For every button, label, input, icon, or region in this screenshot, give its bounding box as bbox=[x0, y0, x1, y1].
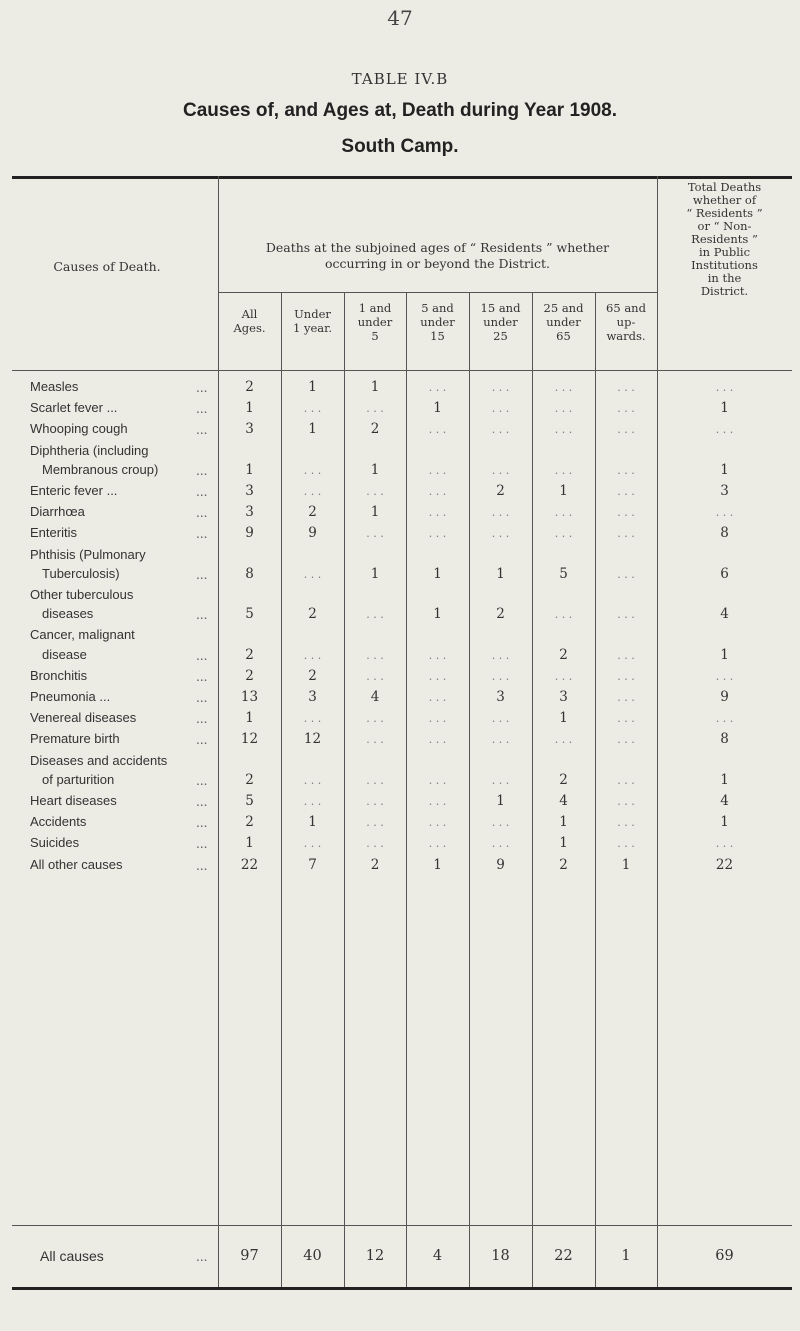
table-cell: 5 bbox=[245, 606, 254, 623]
cause-label: Diseases and accidents bbox=[30, 752, 168, 768]
empty-cell-dots: . . . bbox=[491, 648, 510, 662]
empty-cell-dots: . . . bbox=[303, 795, 322, 808]
table-cell: 9 bbox=[496, 856, 505, 873]
age-group-header: Deaths at the subjoined ages of “ Residents ” whether bbox=[265, 240, 610, 255]
empty-cell-dots: . . . bbox=[491, 712, 510, 726]
age-column-header: 5 bbox=[371, 329, 379, 343]
empty-cell-dots: . . . bbox=[491, 506, 510, 520]
col-divider bbox=[281, 292, 282, 1287]
empty-cell-dots: . . . bbox=[366, 816, 384, 830]
total-deaths-header: in the bbox=[707, 271, 742, 285]
cause-label: diseases bbox=[42, 606, 94, 622]
table-cell: 1 bbox=[245, 400, 254, 417]
table-cell: 13 bbox=[240, 689, 259, 705]
empty-cell-dots: . . . bbox=[428, 669, 447, 683]
dot-leader: ... bbox=[196, 669, 208, 684]
cause-label: Enteric fever ... bbox=[30, 483, 118, 498]
empty-cell-dots: . . . bbox=[303, 485, 322, 498]
age-column-header: Under bbox=[294, 307, 331, 321]
table-cell: 8 bbox=[720, 731, 729, 748]
table-bottom-rule bbox=[12, 1287, 792, 1290]
empty-cell-dots: . . . bbox=[554, 463, 573, 477]
dot-leader: ... bbox=[196, 567, 208, 582]
table-cell: 1 bbox=[559, 814, 568, 831]
table-cell: 1 bbox=[559, 835, 568, 852]
table-cell: 4 bbox=[370, 689, 380, 705]
total-deaths-header: District. bbox=[700, 284, 749, 298]
empty-cell-dots: . . . bbox=[366, 669, 384, 683]
empty-cell-dots: . . . bbox=[617, 773, 635, 787]
cause-label: Diphtheria (including bbox=[30, 442, 149, 458]
empty-cell-dots: . . . bbox=[428, 423, 447, 437]
cause-label: disease bbox=[42, 646, 87, 662]
empty-cell-dots: . . . bbox=[617, 608, 635, 622]
empty-cell-dots: . . . bbox=[617, 463, 635, 477]
total-cell: 4 bbox=[432, 1248, 443, 1264]
table-cell: 1 bbox=[370, 461, 380, 478]
col-divider bbox=[595, 292, 596, 1287]
total-deaths-header: “ Residents ” bbox=[686, 206, 763, 220]
empty-cell-dots: . . . bbox=[428, 463, 447, 477]
table-cell: 22 bbox=[715, 856, 734, 873]
dot-leader: ... bbox=[196, 837, 208, 852]
dot-leader: ... bbox=[196, 527, 208, 542]
total-cell: 18 bbox=[491, 1248, 510, 1264]
total-deaths-header: or “ Non- bbox=[697, 219, 752, 233]
table-cell: 1 bbox=[433, 565, 442, 582]
table-cell: 2 bbox=[559, 856, 568, 873]
dot-leader: ... bbox=[196, 1250, 208, 1264]
total-cell: 22 bbox=[554, 1248, 573, 1264]
table-cell: 2 bbox=[245, 646, 254, 663]
table-cell: 3 bbox=[559, 689, 568, 705]
table-cell: 1 bbox=[621, 856, 631, 873]
table-cell: 1 bbox=[496, 793, 505, 809]
total-deaths-header: in Public bbox=[698, 245, 751, 259]
empty-cell-dots: . . . bbox=[715, 837, 734, 851]
empty-cell-dots: . . . bbox=[303, 567, 322, 581]
table-cell: 1 bbox=[496, 565, 505, 582]
total-deaths-header: Institutions bbox=[691, 258, 758, 272]
table-cell: 3 bbox=[245, 483, 254, 499]
table-cell: 2 bbox=[308, 606, 317, 623]
age-group-subline bbox=[218, 292, 657, 293]
table-cell: 1 bbox=[433, 606, 442, 623]
empty-cell-dots: . . . bbox=[617, 795, 635, 808]
dot-leader: ... bbox=[196, 712, 208, 727]
table-cell: 1 bbox=[720, 461, 729, 478]
cause-label: Diarrhœa bbox=[30, 504, 85, 520]
empty-cell-dots: . . . bbox=[303, 773, 322, 787]
empty-cell-dots: . . . bbox=[715, 506, 734, 520]
empty-cell-dots: . . . bbox=[617, 816, 635, 830]
age-column-header: 1 and bbox=[358, 301, 392, 315]
table-cell: 1 bbox=[245, 835, 254, 852]
table-cell: 1 bbox=[245, 461, 254, 478]
empty-cell-dots: . . . bbox=[428, 506, 447, 520]
empty-cell-dots: . . . bbox=[428, 527, 447, 541]
empty-cell-dots: . . . bbox=[617, 648, 635, 662]
col-divider bbox=[469, 292, 470, 1287]
empty-cell-dots: . . . bbox=[428, 381, 447, 394]
age-column-header: 15 and bbox=[480, 301, 521, 315]
empty-cell-dots: . . . bbox=[491, 837, 510, 851]
table-label: TABLE IV.B bbox=[351, 70, 449, 88]
empty-cell-dots: . . . bbox=[366, 712, 384, 726]
dot-leader: ... bbox=[196, 402, 208, 417]
empty-cell-dots: . . . bbox=[303, 648, 322, 662]
age-column-header: Ages. bbox=[233, 321, 266, 335]
empty-cell-dots: . . . bbox=[491, 527, 510, 541]
table-cell: 2 bbox=[245, 814, 254, 831]
dot-leader: ... bbox=[196, 816, 208, 831]
table-cell: 2 bbox=[559, 646, 568, 663]
cause-label: Scarlet fever ... bbox=[30, 400, 118, 416]
col-divider bbox=[657, 292, 658, 1287]
total-deaths-header: whether of bbox=[692, 193, 757, 207]
table-cell: 1 bbox=[308, 421, 317, 438]
cause-label: Pneumonia ... bbox=[30, 689, 111, 704]
table-cell: 1 bbox=[559, 710, 568, 727]
cause-label: Heart diseases bbox=[30, 793, 117, 808]
table-cell: 3 bbox=[720, 483, 729, 499]
table-cell: 9 bbox=[720, 689, 729, 705]
table-cell: 2 bbox=[370, 856, 380, 873]
table-cell: 1 bbox=[245, 710, 254, 727]
table-cell: 2 bbox=[496, 483, 505, 499]
table-cell: 6 bbox=[720, 565, 729, 582]
empty-cell-dots: . . . bbox=[491, 463, 510, 477]
empty-cell-dots: . . . bbox=[366, 773, 384, 787]
empty-cell-dots: . . . bbox=[554, 527, 573, 541]
table-cell: 8 bbox=[245, 565, 254, 582]
table-cell: 2 bbox=[308, 667, 317, 684]
empty-cell-dots: . . . bbox=[366, 608, 384, 622]
age-column-header: 65 bbox=[556, 329, 571, 343]
table-cell: 22 bbox=[240, 856, 259, 873]
empty-cell-dots: . . . bbox=[554, 423, 573, 437]
total-cell: 69 bbox=[715, 1248, 734, 1264]
table-cell: 1 bbox=[370, 504, 380, 521]
dot-leader: ... bbox=[196, 773, 208, 788]
cause-label: Whooping cough bbox=[30, 421, 128, 437]
dot-leader: ... bbox=[196, 691, 208, 705]
dot-leader: ... bbox=[196, 648, 208, 663]
dot-leader: ... bbox=[196, 733, 208, 748]
page-title: Causes of, and Ages at, Death during Year 1908. bbox=[183, 100, 617, 121]
empty-cell-dots: . . . bbox=[428, 733, 447, 747]
empty-cell-dots: . . . bbox=[715, 669, 734, 683]
empty-cell-dots: . . . bbox=[428, 485, 447, 498]
table-cell: 7 bbox=[308, 856, 317, 873]
cause-label: Other tuberculous bbox=[30, 587, 134, 602]
dot-leader: ... bbox=[196, 506, 208, 521]
table-cell: 3 bbox=[308, 689, 317, 705]
header-bottom-line bbox=[12, 370, 792, 371]
table-cell: 8 bbox=[720, 525, 729, 542]
table-cell: 1 bbox=[720, 814, 729, 831]
empty-cell-dots: . . . bbox=[366, 485, 384, 498]
cause-label: Tuberculosis) bbox=[42, 565, 120, 581]
table-cell: 2 bbox=[245, 771, 254, 788]
empty-cell-dots: . . . bbox=[554, 381, 573, 394]
table-cell: 4 bbox=[720, 606, 729, 623]
cause-label: Phthisis (Pulmonary bbox=[30, 546, 146, 562]
empty-cell-dots: . . . bbox=[554, 608, 573, 622]
table-cell: 1 bbox=[720, 400, 729, 417]
empty-cell-dots: . . . bbox=[428, 837, 447, 851]
total-cell: 12 bbox=[365, 1248, 385, 1264]
page-number: 47 bbox=[387, 6, 413, 30]
table-cell: 9 bbox=[308, 525, 317, 542]
table-cell: 12 bbox=[303, 731, 322, 748]
age-group-header: occurring in or beyond the District. bbox=[325, 256, 550, 271]
col-divider bbox=[532, 292, 533, 1287]
table-cell: 3 bbox=[245, 504, 254, 521]
empty-cell-dots: . . . bbox=[428, 691, 447, 704]
cause-label: Suicides bbox=[30, 835, 80, 851]
empty-cell-dots: . . . bbox=[617, 691, 635, 704]
dot-leader: ... bbox=[196, 485, 208, 499]
empty-cell-dots: . . . bbox=[428, 773, 447, 787]
age-column-header: 65 and bbox=[606, 301, 646, 315]
dot-leader: ... bbox=[196, 423, 208, 438]
table-cell: 4 bbox=[720, 793, 729, 809]
empty-cell-dots: . . . bbox=[303, 712, 322, 726]
cause-label: Enteritis bbox=[30, 525, 77, 541]
table-cell: 3 bbox=[496, 689, 505, 705]
table-cell: 3 bbox=[245, 421, 254, 438]
table-cell: 1 bbox=[720, 646, 729, 663]
page-subtitle: South Camp. bbox=[341, 136, 459, 157]
table-cell: 4 bbox=[559, 793, 568, 809]
age-column-header: All bbox=[241, 307, 258, 321]
table-cell: 9 bbox=[245, 525, 254, 542]
age-column-header: 15 bbox=[430, 329, 445, 343]
table-cell: 2 bbox=[370, 421, 380, 438]
empty-cell-dots: . . . bbox=[617, 837, 635, 851]
empty-cell-dots: . . . bbox=[428, 816, 447, 830]
empty-cell-dots: . . . bbox=[617, 527, 635, 541]
empty-cell-dots: . . . bbox=[428, 795, 447, 808]
empty-cell-dots: . . . bbox=[428, 712, 447, 726]
empty-cell-dots: . . . bbox=[617, 381, 635, 394]
empty-cell-dots: . . . bbox=[366, 648, 384, 662]
empty-cell-dots: . . . bbox=[554, 402, 573, 416]
empty-cell-dots: . . . bbox=[366, 402, 384, 416]
total-cell: 1 bbox=[621, 1248, 631, 1264]
empty-cell-dots: . . . bbox=[366, 837, 384, 851]
table-cell: 2 bbox=[245, 379, 254, 395]
table-cell: 5 bbox=[245, 793, 254, 809]
cause-label: Measles bbox=[30, 379, 79, 394]
table-cell: 1 bbox=[433, 856, 442, 873]
table-cell: 1 bbox=[559, 483, 568, 499]
age-column-header: up- bbox=[616, 315, 636, 329]
empty-cell-dots: . . . bbox=[617, 506, 635, 520]
table-cell: 1 bbox=[370, 379, 380, 395]
empty-cell-dots: . . . bbox=[617, 567, 635, 581]
empty-cell-dots: . . . bbox=[491, 402, 510, 416]
age-column-header: 5 and bbox=[421, 301, 454, 315]
total-deaths-header: Total Deaths bbox=[687, 180, 762, 194]
age-column-header: under bbox=[420, 315, 455, 329]
age-column-header: 25 bbox=[493, 329, 508, 343]
dot-leader: ... bbox=[196, 381, 208, 395]
table-top-rule bbox=[12, 176, 792, 179]
dot-leader: ... bbox=[196, 608, 208, 623]
table-cell: 1 bbox=[720, 771, 729, 788]
cause-label: of parturition bbox=[42, 771, 115, 787]
empty-cell-dots: . . . bbox=[617, 733, 635, 747]
empty-cell-dots: . . . bbox=[554, 669, 573, 683]
empty-cell-dots: . . . bbox=[303, 402, 322, 416]
empty-cell-dots: . . . bbox=[715, 381, 734, 394]
table-cell: 2 bbox=[308, 504, 317, 521]
empty-cell-dots: . . . bbox=[491, 773, 510, 787]
age-column-header: under bbox=[483, 315, 518, 329]
table-cell: 1 bbox=[370, 565, 380, 582]
col-divider bbox=[406, 292, 407, 1287]
age-column-header: 25 and bbox=[543, 301, 584, 315]
table-cell: 2 bbox=[245, 667, 254, 684]
empty-cell-dots: . . . bbox=[303, 837, 322, 851]
empty-cell-dots: . . . bbox=[554, 506, 573, 520]
table-cell: 2 bbox=[559, 771, 568, 788]
cause-label: Bronchitis bbox=[30, 667, 88, 683]
total-cell: 40 bbox=[303, 1248, 322, 1264]
total-row-line bbox=[12, 1225, 792, 1226]
table-cell: 1 bbox=[308, 379, 317, 395]
age-column-header: 1 year. bbox=[292, 321, 333, 335]
age-column-header: under bbox=[357, 315, 393, 329]
total-row-label: All causes bbox=[40, 1248, 104, 1264]
cause-label: Premature birth bbox=[30, 731, 120, 747]
dot-leader: ... bbox=[196, 463, 208, 478]
table-cell: 5 bbox=[559, 565, 568, 582]
empty-cell-dots: . . . bbox=[428, 648, 447, 662]
dot-leader: ... bbox=[196, 858, 208, 873]
empty-cell-dots: . . . bbox=[491, 816, 510, 830]
empty-cell-dots: . . . bbox=[491, 423, 510, 437]
age-column-header: wards. bbox=[606, 329, 646, 343]
empty-cell-dots: . . . bbox=[491, 381, 510, 394]
cause-label: Accidents bbox=[30, 814, 87, 830]
empty-cell-dots: . . . bbox=[715, 712, 734, 726]
empty-cell-dots: . . . bbox=[366, 527, 384, 541]
empty-cell-dots: . . . bbox=[554, 733, 573, 747]
empty-cell-dots: . . . bbox=[715, 423, 734, 437]
total-deaths-header: Residents ” bbox=[691, 232, 758, 246]
age-column-header: under bbox=[546, 315, 581, 329]
total-cell: 97 bbox=[240, 1248, 259, 1264]
empty-cell-dots: . . . bbox=[617, 669, 635, 683]
col-divider bbox=[344, 292, 345, 1287]
empty-cell-dots: . . . bbox=[366, 733, 384, 747]
cause-label: Venereal diseases bbox=[30, 710, 137, 726]
empty-cell-dots: . . . bbox=[617, 485, 635, 498]
table-cell: 2 bbox=[496, 606, 505, 623]
empty-cell-dots: . . . bbox=[491, 733, 510, 747]
empty-cell-dots: . . . bbox=[617, 423, 635, 437]
empty-cell-dots: . . . bbox=[303, 463, 322, 477]
table-cell: 12 bbox=[240, 731, 259, 748]
empty-cell-dots: . . . bbox=[617, 402, 635, 416]
cause-label: Membranous croup) bbox=[42, 461, 159, 477]
table-cell: 1 bbox=[433, 400, 442, 417]
empty-cell-dots: . . . bbox=[617, 712, 635, 726]
empty-cell-dots: . . . bbox=[491, 669, 510, 683]
table-cell: 1 bbox=[308, 814, 317, 831]
cause-label: All other causes bbox=[30, 856, 123, 872]
empty-cell-dots: . . . bbox=[366, 795, 384, 808]
cause-label: Cancer, malignant bbox=[30, 627, 135, 643]
causes-header: Causes of Death. bbox=[53, 259, 161, 274]
dot-leader: ... bbox=[196, 795, 208, 809]
